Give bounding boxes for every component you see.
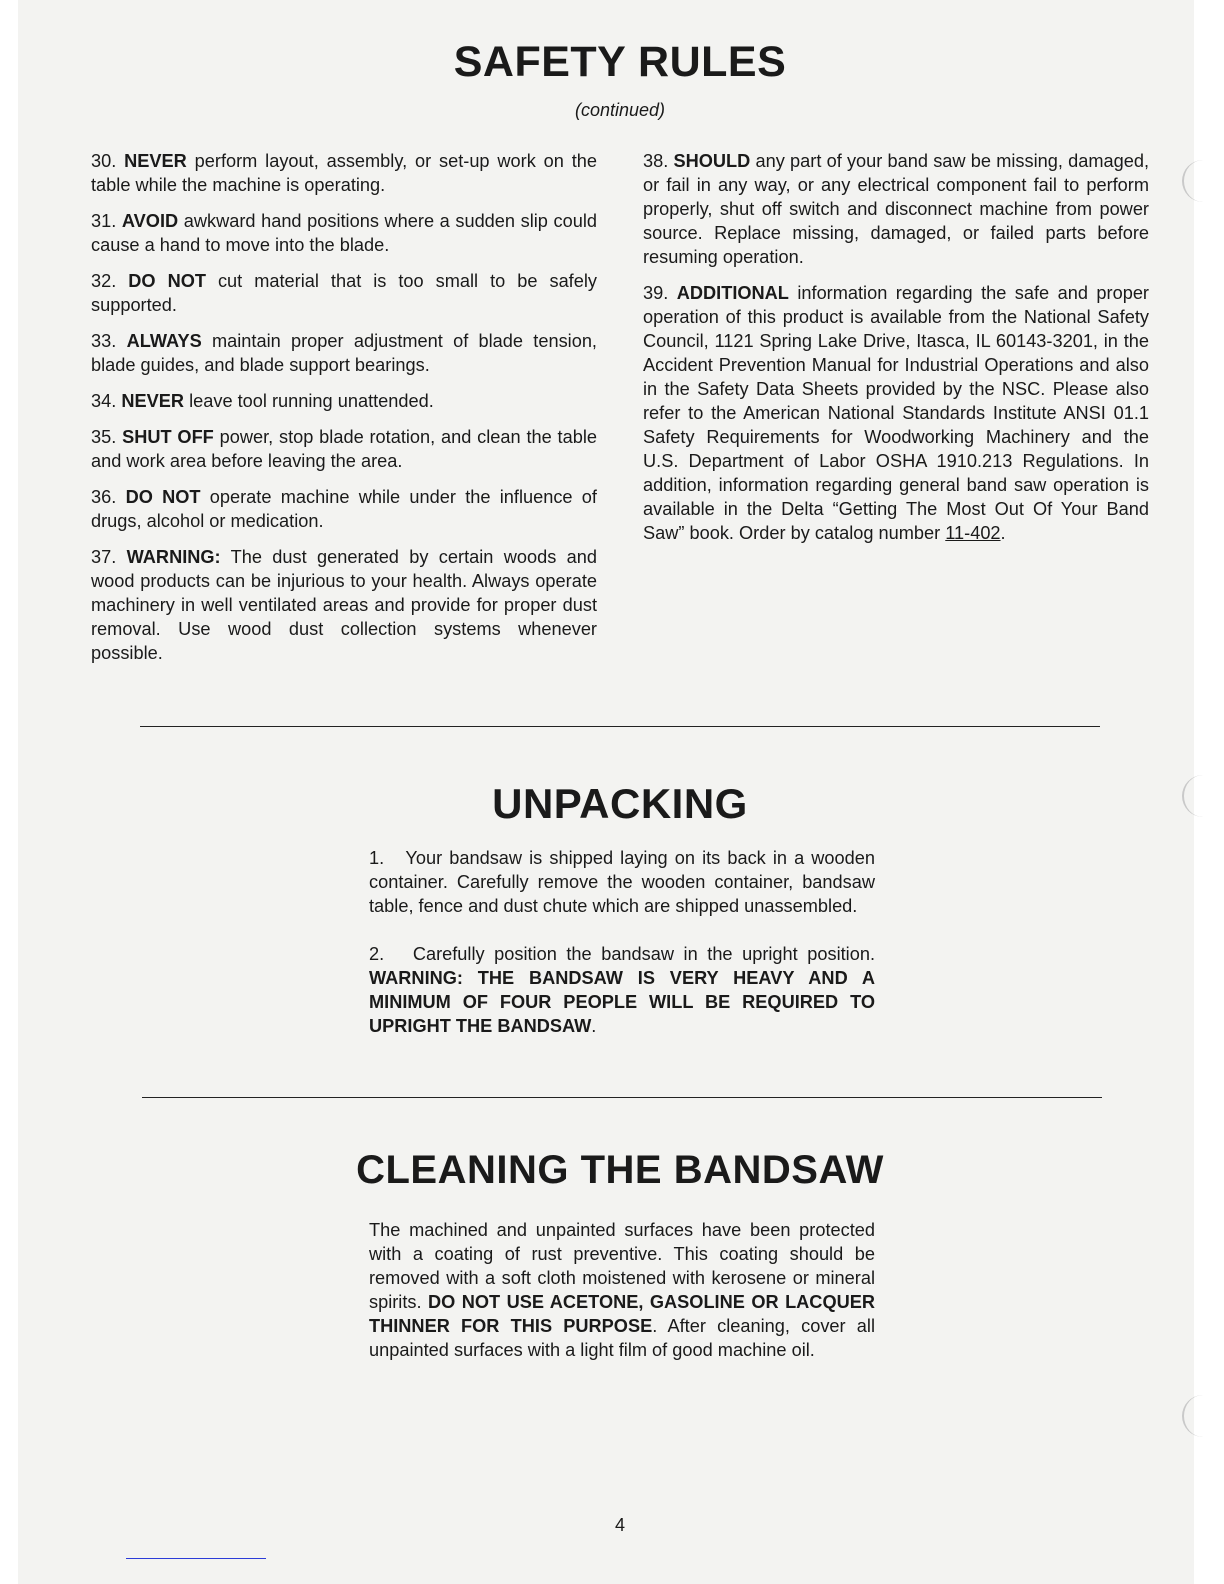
rule-item: 36. DO NOT operate machine while under the influence of drugs, alcohol or medication. bbox=[91, 487, 597, 531]
rule-item: 35. SHUT OFF power, stop blade rotation, and clean the table and work area before leaving the area. bbox=[91, 427, 597, 471]
unpacking-step-1: 1. Your bandsaw is shipped laying on its back in a wooden container. Carefully remove the wooden container, bandsaw table, fence and dust chute which are shipped unassembled. bbox=[369, 848, 875, 916]
continued-subtitle: (continued) bbox=[574, 100, 666, 120]
page-number: 4 bbox=[614, 1515, 625, 1535]
rule-item: 31. AVOID awkward hand positions where a sudden slip could cause a hand to move into the blade. bbox=[91, 211, 597, 255]
cleaning-title: CLEANING THE BANDSAW bbox=[356, 1148, 884, 1192]
catalog-number-link: 11-402 bbox=[945, 523, 1001, 543]
section-divider bbox=[142, 1097, 1102, 1098]
safety-rules-title: SAFETY RULES bbox=[453, 38, 787, 86]
cleaning-paragraph: The machined and unpainted surfaces have been protected with a coating of rust preventive. This coating should be removed with a soft cloth moistened with kerosene or mineral spirits. DO NOT USE ACETONE, GASOLINE OR LACQUER THINNER FOR THIS PURPOSE. After cleaning, cover all unpainted surfaces with a light film of good machine oil. bbox=[369, 1220, 875, 1360]
safety-rules-left-column bbox=[91, 149, 597, 677]
unpacking-step-2: 2. Carefully position the bandsaw in the upright position. WARNING: THE BANDSAW IS VERY HEAVY AND A MINIMUM OF FOUR PEOPLE WILL BE REQUIRED TO UPRIGHT THE BANDSAW. bbox=[369, 944, 875, 1036]
rule-item: 37. WARNING: The dust generated by certain woods and wood products can be injurious to your health. Always operate machinery in well ventilated areas and provide for proper dust removal. Use wood dust collection systems whenever possible. bbox=[91, 547, 597, 663]
unpacking-title: UNPACKING bbox=[492, 780, 748, 827]
solvent-warning: DO NOT USE ACETONE, GASOLINE OR LACQUER THINNER FOR THIS PURPOSE bbox=[369, 1292, 875, 1336]
safety-rules-right-column bbox=[643, 149, 1149, 557]
rule-item: 33. ALWAYS maintain proper adjustment of blade tension, blade guides, and blade support bearings. bbox=[91, 331, 597, 375]
cleaning-body bbox=[369, 1218, 875, 1386]
rule-item: 30. NEVER perform layout, assembly, or set-up work on the table while the machine is operating. bbox=[91, 151, 597, 195]
rule-item: 32. DO NOT cut material that is too small to be safely supported. bbox=[91, 271, 597, 315]
rule-item: 34. NEVER leave tool running unattended. bbox=[91, 391, 434, 411]
unpacking-body bbox=[369, 846, 875, 1062]
section-divider bbox=[140, 726, 1100, 727]
rule-item: 39. ADDITIONAL information regarding the safe and proper operation of this product is available from the National Safety Council, 1121 Spring Lake Drive, Itasca, IL 60143-3201, in the Accident Prevention Manual for Industrial Operations and also in the Safety Data Sheets provided by the NSC. Please also refer to the American National Standards Institute ANSI 01.1 Safety Requirements for Woodworking Machinery and the U.S. Department of Labor OSHA 1910.213 Regulations. In addition, information regarding general band saw operation is available in the Delta “Getting The Most Out Of Your Band Saw” book. Order by catalog number 11-402. bbox=[643, 283, 1149, 543]
heavy-warning: WARNING: THE BANDSAW IS VERY HEAVY AND A MINIMUM OF FOUR PEOPLE WILL BE REQUIRED TO UPRIGHT THE BANDSAW bbox=[369, 968, 875, 1036]
bottom-edge-line bbox=[126, 1558, 266, 1559]
rule-item: 38. SHOULD any part of your band saw be missing, damaged, or fail in any way, or any electrical component fail to perform properly, shut off switch and disconnect machine from power source. Replace missing, damaged, or failed parts before resuming operation. bbox=[643, 151, 1149, 267]
